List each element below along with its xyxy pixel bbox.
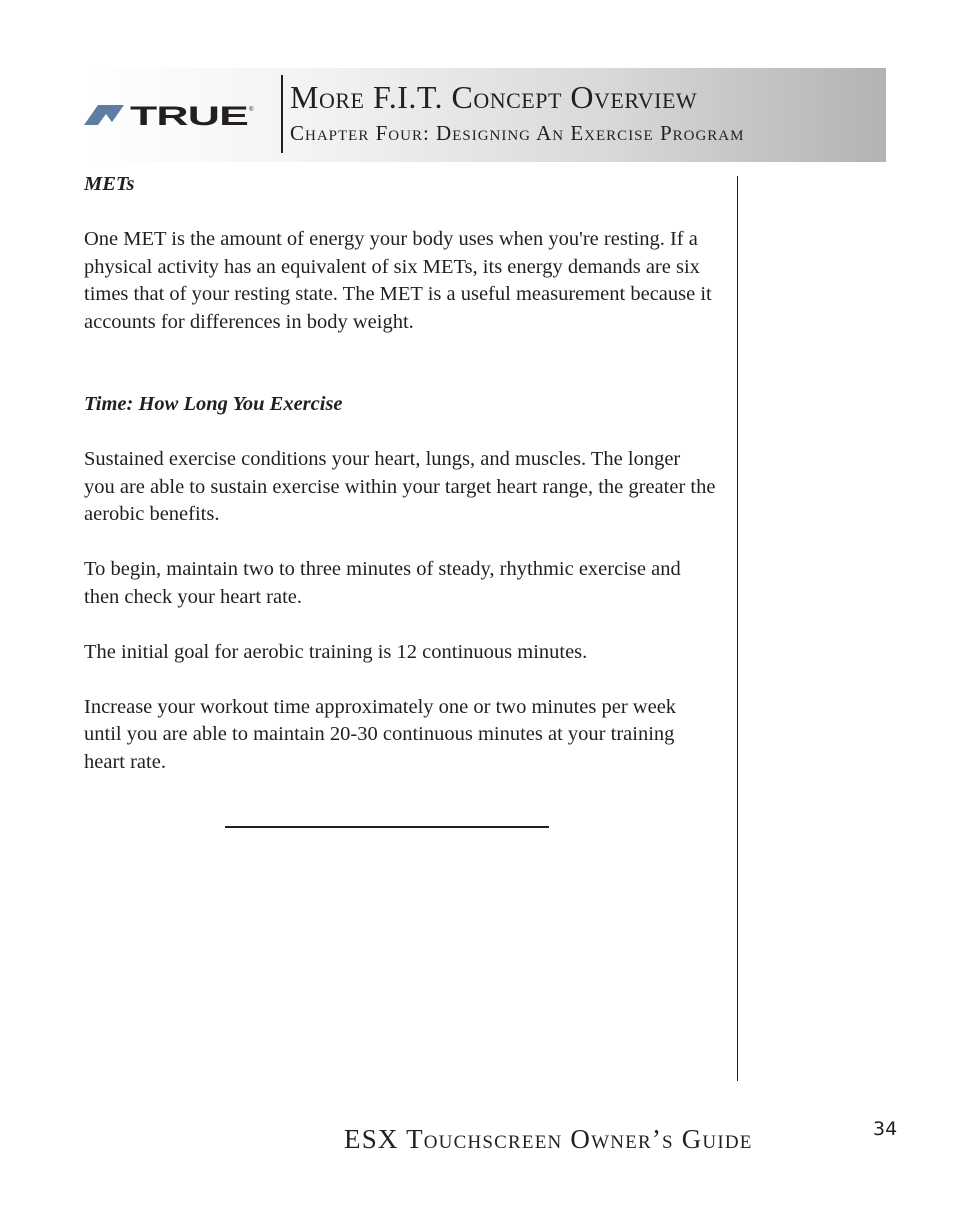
paragraph-initial-goal: The initial goal for aerobic training is 12 continuous minutes. xyxy=(84,640,588,663)
main-content xyxy=(84,171,716,776)
chapter-subtitle: Chapter Four: Designing An Exercise Program xyxy=(290,121,745,145)
paragraph-to-begin: To begin, maintain two to three minutes of steady, rhythmic exercise and then check your heart rate. xyxy=(84,558,681,608)
true-logo xyxy=(84,103,254,127)
section-heading-time: Time: How Long You Exercise xyxy=(84,393,343,415)
page-title: More F.I.T. Concept Overview xyxy=(290,79,698,115)
guide-title: ESX Touchscreen Owner’s Guide xyxy=(344,1124,753,1154)
paragraph-increase-workout: Increase your workout time approximately one or two minutes per week until you are able to maintain 20-30 continuous minutes at your training heart rate. xyxy=(84,695,677,773)
paragraph-met-definition: One MET is the amount of energy your body uses when you're resting. If a physical activity has an equivalent of six METs, its energy demands are six times that of your resting state. The MET is a useful measurement because it accounts for differences in body weight. xyxy=(84,228,712,333)
header-divider xyxy=(281,75,283,153)
logo-text: TRUE xyxy=(130,103,248,127)
paragraph-sustained-exercise: Sustained exercise conditions your heart, lungs, and muscles. The longer you are able to sustain exercise within your target heart range, the greater the aerobic benefits. xyxy=(84,448,716,525)
margin-divider xyxy=(737,176,738,1081)
section-end-rule xyxy=(225,826,549,828)
page-number: 34 xyxy=(873,1118,898,1140)
section-heading-mets: METs xyxy=(84,173,135,195)
svg-text:®: ® xyxy=(249,107,254,113)
